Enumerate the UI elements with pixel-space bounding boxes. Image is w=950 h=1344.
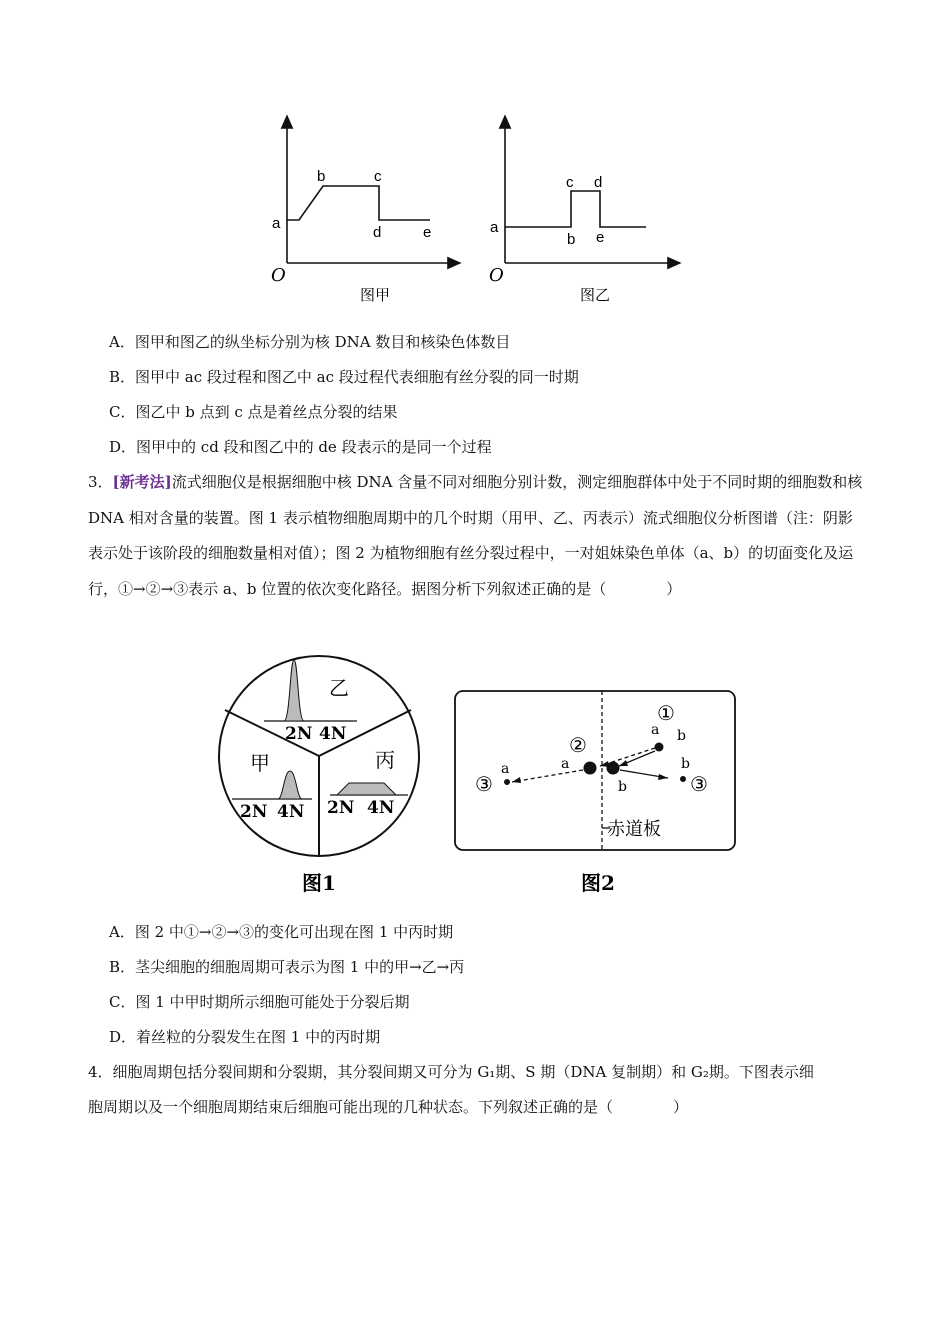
- chart-jia-point-d: d: [373, 224, 382, 241]
- chart-jia-point-e: e: [423, 224, 432, 241]
- q3-option-b: B．茎尖细胞的细胞周期可表示为图 1 中的甲→乙→丙: [109, 958, 465, 976]
- top-figures: [255, 108, 695, 308]
- chart-jia-point-a: a: [272, 215, 281, 232]
- q3-text: 流式细胞仪是根据细胞中核 DNA 含量不同对细胞分别计数，测定细胞群体中处于不同时期的细胞数和核 DNA 相对含量的装置。图 1 表示植物细胞周期中的几个时期（用甲、乙、丙表示）流式细胞仪分析图谱（注：阴影表示处于该阶段的细胞数量相对值）；图 2 为植物细胞有丝分裂过程中，一对姐妹染色单体（a、b）的切面变化及运行，①→②→③表示 a、b 位置的依次变化路径。据图分析下列叙述正确的是（ ）: [88, 473, 863, 598]
- chart-jia-origin: O: [271, 265, 286, 286]
- figure-1-caption: 图1: [302, 871, 336, 895]
- chart-yi: [489, 116, 680, 304]
- q4-line-1: 4．细胞周期包括分裂间期和分裂期，其分裂间期又可分为 G₁期、S 期（DNA 复制期）和 G₂期。下图表示细: [88, 1063, 814, 1081]
- chart-yi-point-a: a: [490, 219, 499, 236]
- pos3-left-label: ③: [475, 772, 493, 796]
- pos3-left-a: a: [501, 761, 510, 777]
- pos2-a: a: [561, 756, 570, 772]
- q2-option-d: D．图甲中的 cd 段和图乙中的 de 段表示的是同一个过程: [109, 438, 492, 456]
- figure-2: [452, 688, 742, 898]
- chart-jia-point-b: b: [317, 168, 326, 185]
- chart-yi-curve: [505, 191, 646, 227]
- sector-jia-4n: 4N: [277, 802, 305, 822]
- sector-bing-label: 丙: [375, 748, 395, 772]
- chart-jia-caption: 图甲: [360, 286, 391, 304]
- pos1-b: b: [677, 728, 686, 744]
- q3-tag: [新考法]: [112, 473, 172, 491]
- chart-yi-point-c: c: [566, 174, 574, 191]
- q3-option-d: D．着丝粒的分裂发生在图 1 中的丙时期: [109, 1028, 381, 1046]
- equatorial-plate-label: 赤道板: [607, 819, 661, 840]
- pos3-right-dot: [680, 776, 686, 782]
- pos1-dot: [655, 743, 664, 752]
- sector-yi-label: 乙: [329, 676, 349, 700]
- chart-yi-origin: O: [489, 265, 504, 286]
- pos2-b: b: [618, 779, 627, 795]
- sector-bing-4n: 4N: [367, 798, 395, 818]
- q3-option-a: A．图 2 中①→②→③的变化可出现在图 1 中丙时期: [109, 923, 454, 941]
- q3-number: 3．: [88, 473, 113, 491]
- sector-jia-label: 甲: [250, 751, 270, 775]
- q3-option-c: C．图 1 中甲时期所示细胞可能处于分裂后期: [109, 993, 410, 1011]
- pos1-a: a: [651, 722, 660, 738]
- pos1-label: ①: [657, 701, 675, 725]
- q4-line-2: 胞周期以及一个细胞周期结束后细胞可能出现的几种状态。下列叙述正确的是（ ）: [88, 1098, 689, 1116]
- chart-yi-point-e: e: [596, 229, 605, 246]
- chart-yi-caption: 图乙: [580, 286, 611, 304]
- pos2-dot-a: [584, 762, 597, 775]
- q3-stem: [88, 465, 863, 607]
- pos3-left-dot: [504, 779, 510, 785]
- sector-yi-4n: 4N: [319, 724, 347, 744]
- chart-yi-point-b: b: [567, 231, 576, 248]
- sector-bing-2n: 2N: [327, 798, 355, 818]
- q2-option-c: C．图乙中 b 点到 c 点是着丝点分裂的结果: [109, 403, 398, 421]
- pos2-label: ②: [569, 733, 587, 757]
- chart-jia: [271, 116, 460, 304]
- q2-option-b: B．图甲中 ac 段过程和图乙中 ac 段过程代表细胞有丝分裂的同一时期: [109, 368, 579, 386]
- figure-2-caption: 图2: [581, 871, 615, 895]
- sector-jia-2n: 2N: [240, 802, 268, 822]
- q2-option-a: A．图甲和图乙的纵坐标分别为核 DNA 数目和核染色体数目: [109, 333, 511, 351]
- pos3-right-b: b: [681, 756, 690, 772]
- chart-yi-point-d: d: [594, 174, 603, 191]
- figure-1: [212, 655, 427, 900]
- sector-yi-2n: 2N: [285, 724, 313, 744]
- pos3-right-label: ③: [690, 772, 708, 796]
- chart-jia-point-c: c: [374, 168, 382, 185]
- chart-jia-curve: [287, 186, 430, 220]
